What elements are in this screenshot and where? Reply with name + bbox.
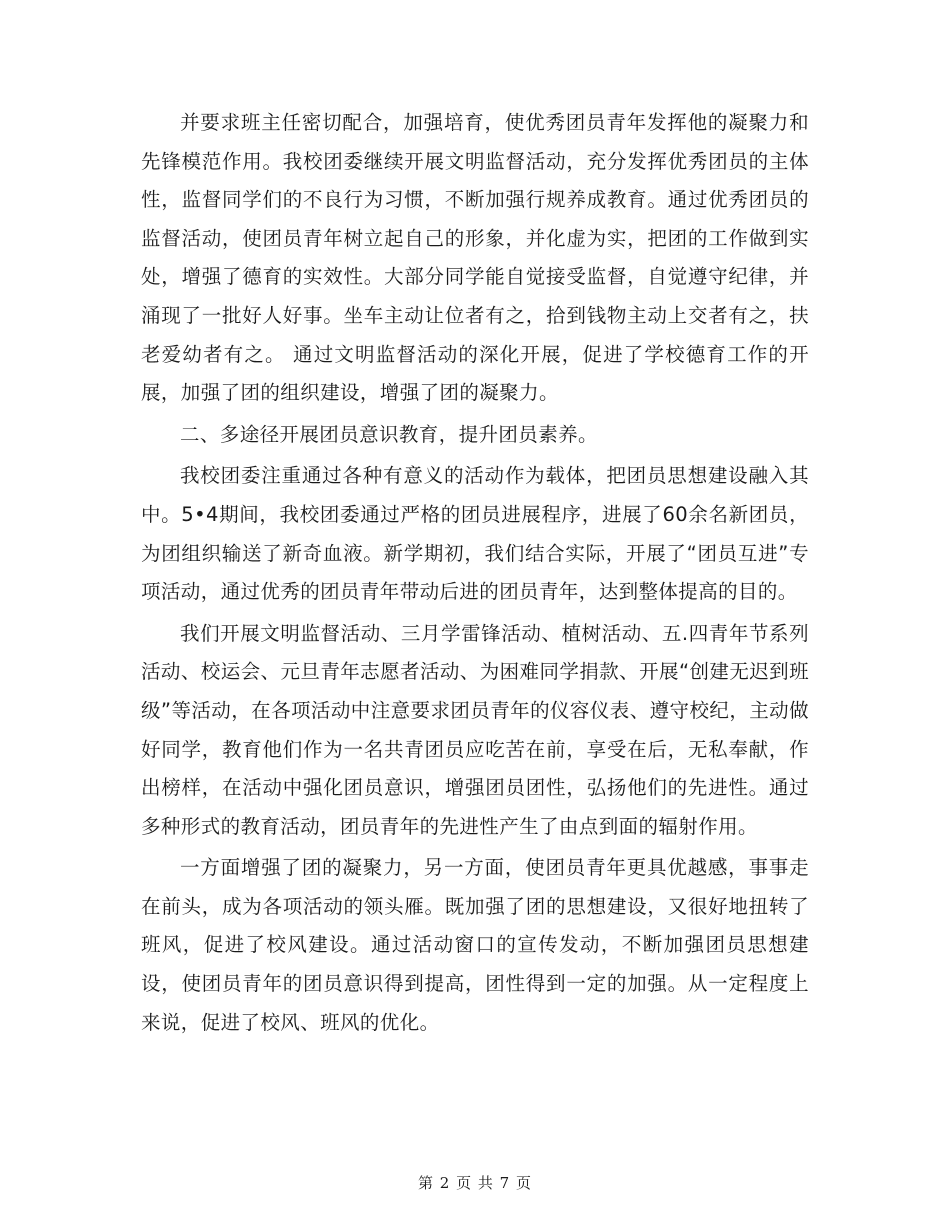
paragraph-5: 一方面增强了团的凝聚力，另一方面，使团员青年更具优越感，事事走在前头，成为各项活动的领头雁。既加强了团的思想建设，又很好地扭转了班风，促进了校风建设。通过活动窗口的宣传发动，不断加强团员思想建设，使团员青年的团员意识得到提高，团性得到一定的加强。从一定程度上来说，促进了校风、班风的优化。 [141, 856, 809, 1034]
page-number: 第 2 页 共 7 页 [418, 1174, 532, 1192]
paragraph-3: 我校团委注重通过各种有意义的活动作为载体，把团员思想建设融入其中。5•4期间，我校团委通过严格的团员进展程序，进展了60余名新团员，为团组织输送了新奇血液。新学期初，我们结合实际，开展了“团员互进”专项活动，通过优秀的团员青年带动后进的团员青年，达到整体提高的目的。 [141, 464, 809, 604]
section-heading-2: 二、多途径开展团员意识教育，提升团员素养。 [180, 422, 598, 446]
paragraph-1: 并要求班主任密切配合，加强培育，使优秀团员青年发挥他的凝聚力和先锋模范作用。我校团委继续开展文明监督活动，充分发挥优秀团员的主体性，监督同学们的不良行为习惯，不断加强行规养成教育。通过优秀团员的监督活动，使团员青年树立起自己的形象，并化虚为实，把团的工作做到实处，增强了德育的实效性。大部分同学能自觉接受监督，自觉遵守纪律，并涌现了一批好人好事。坐车主动让位者有之，拾到钱物主动上交者有之，扶老爱幼者有之。 通过文明监督活动的深化开展，促进了学校德育工作的开展，加强了团的组织建设，增强了团的凝聚力。 [141, 111, 809, 405]
document-body [141, 104, 809, 1042]
page-footer [0, 1173, 950, 1193]
paragraph-4: 我们开展文明监督活动、三月学雷锋活动、植树活动、五.四青年节系列活动、校运会、元旦青年志愿者活动、为困难同学捐款、开展“创建无迟到班级”等活动，在各项活动中注意要求团员青年的仪容仪表、遵守校纪，主动做好同学，教育他们作为一名共青团员应吃苦在前，享受在后，无私奉献，作出榜样，在活动中强化团员意识，增强团员团性，弘扬他们的先进性。通过多种形式的教育活动，团员青年的先进性产生了由点到面的辐射作用。 [141, 621, 809, 838]
